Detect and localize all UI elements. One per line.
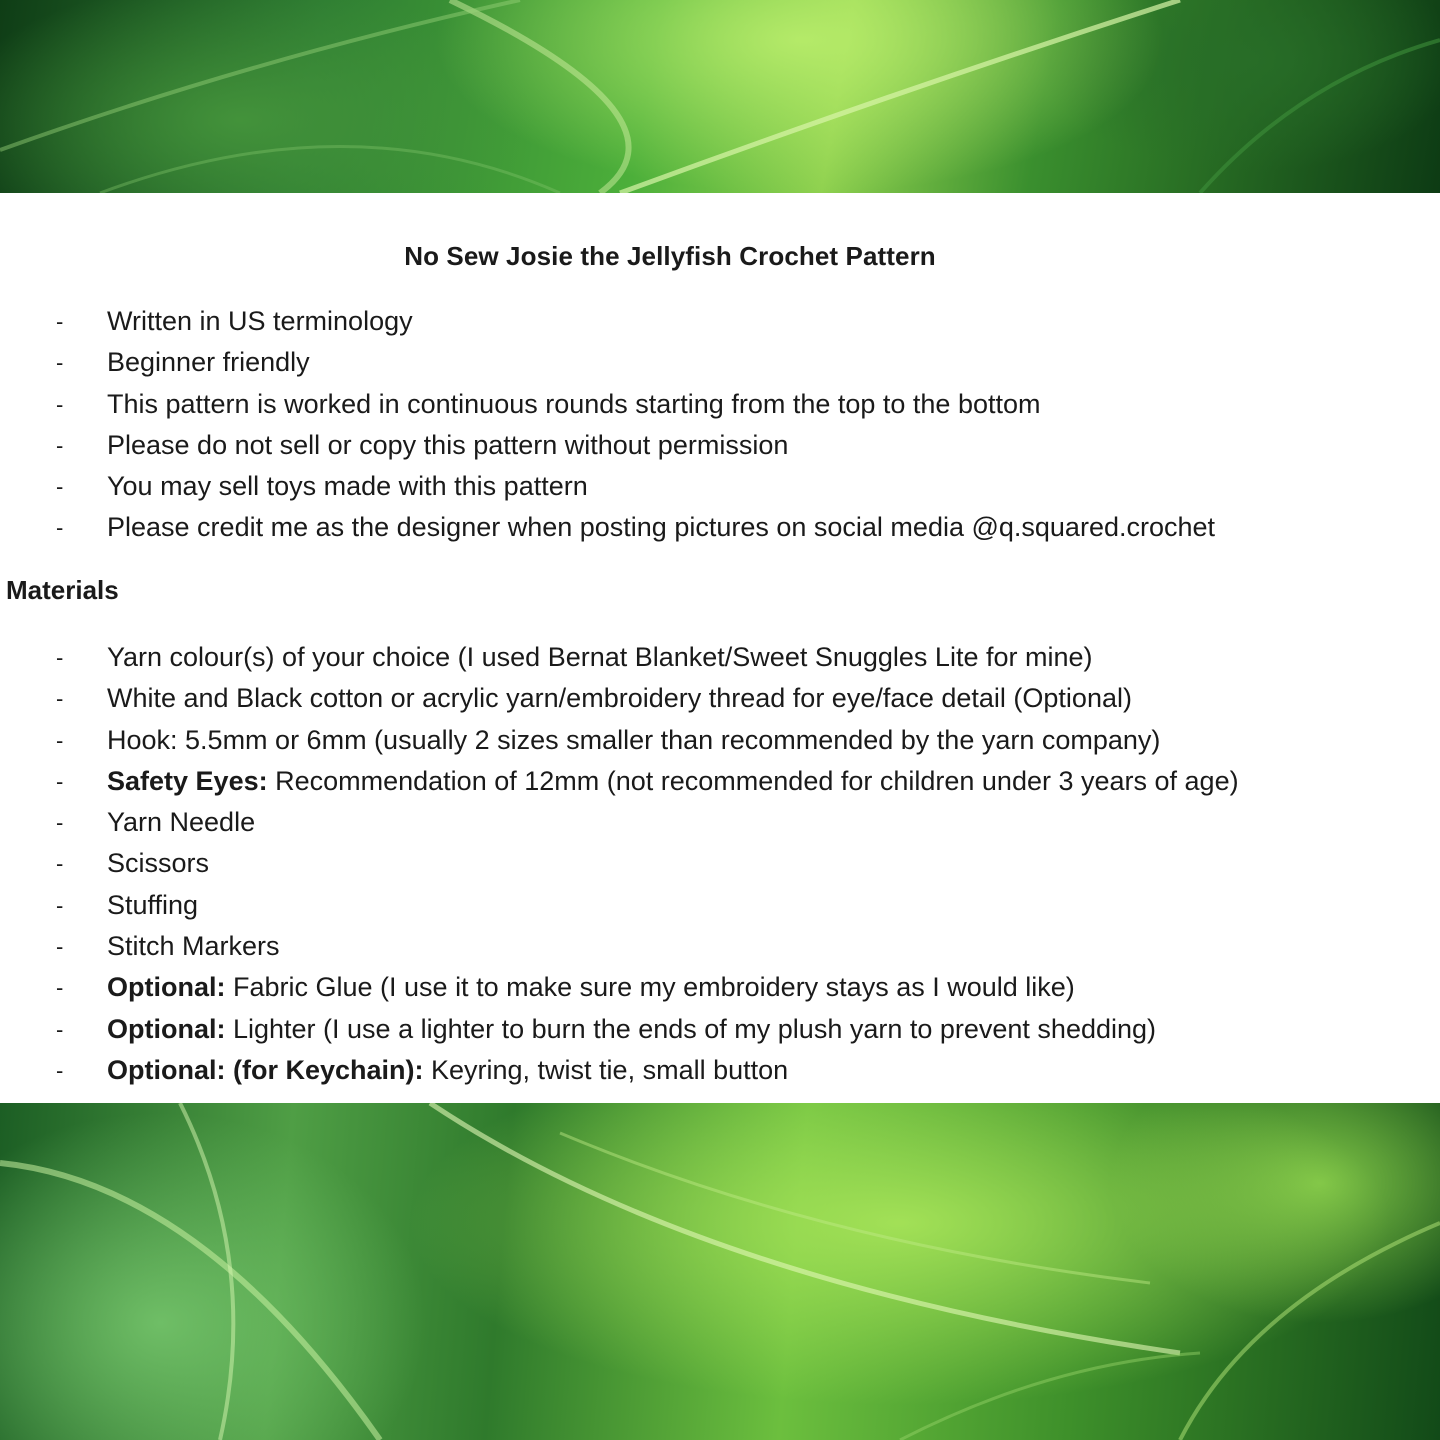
material-item-text: Scissors xyxy=(107,848,210,879)
material-item-text: Yarn colour(s) of your choice (I used Bernat Blanket/Sweet Snuggles Lite for mine) xyxy=(107,642,1093,672)
intro-item-text: Beginner friendly xyxy=(107,347,310,378)
material-item-label: Optional: xyxy=(107,972,226,1003)
bullet-dash: - xyxy=(56,686,64,712)
material-item xyxy=(0,843,1239,884)
leaf-veins-top xyxy=(0,0,1440,193)
bullet-dash: - xyxy=(56,768,64,794)
bullet-dash: - xyxy=(56,727,64,753)
bullet-dash: - xyxy=(56,975,64,1001)
bullet-dash: - xyxy=(56,645,64,670)
materials-list xyxy=(0,637,1239,1091)
intro-item xyxy=(0,425,1215,466)
material-item xyxy=(0,1050,1239,1091)
material-item xyxy=(0,637,1239,678)
material-item-text: White and Black cotton or acrylic yarn/embroidery thread for eye/face detail (Optional) xyxy=(107,683,1132,714)
bullet-dash: - xyxy=(56,892,64,918)
material-item-text: Recommendation of 12mm (not recommended for children under 3 years of age) xyxy=(267,765,1239,796)
material-item xyxy=(0,761,1239,802)
bullet-dash: - xyxy=(56,391,64,417)
material-item-label: Optional: (for Keychain): xyxy=(107,1054,424,1085)
bullet-dash: - xyxy=(56,934,64,960)
bullet-dash: - xyxy=(56,1016,64,1042)
material-item xyxy=(0,967,1239,1008)
material-item-text: Stuffing xyxy=(107,889,199,920)
bullet-dash: - xyxy=(56,515,64,541)
material-item-label: Safety Eyes: xyxy=(107,765,268,796)
intro-item xyxy=(0,507,1215,548)
bullet-dash: - xyxy=(56,1057,64,1083)
material-item-text: Yarn Needle xyxy=(107,807,256,838)
material-item xyxy=(0,802,1239,843)
pattern-document xyxy=(0,193,1440,1103)
material-item xyxy=(0,678,1239,719)
leaf-photo-top xyxy=(0,0,1440,193)
leaf-photo-bottom xyxy=(0,1103,1440,1440)
materials-heading: Materials xyxy=(6,575,119,605)
material-item-label: Optional: xyxy=(107,1013,226,1044)
intro-item xyxy=(0,301,1215,342)
material-item xyxy=(0,720,1239,761)
bullet-dash: - xyxy=(56,810,64,836)
bullet-dash: - xyxy=(56,432,64,458)
material-item-text: Lighter (I use a lighter to burn the ends of my plush yarn to prevent shedding) xyxy=(225,1013,1157,1044)
intro-item-text: Written in US terminology xyxy=(107,306,413,336)
material-item-text: Fabric Glue (I use it to make sure my embroidery stays as I would like) xyxy=(225,972,1075,1003)
material-item xyxy=(0,1009,1239,1050)
intro-list xyxy=(0,301,1215,549)
bullet-dash: - xyxy=(56,474,64,500)
bullet-dash: - xyxy=(56,309,64,334)
leaf-veins-bottom xyxy=(0,1103,1440,1440)
material-item-text: Keyring, twist tie, small button xyxy=(423,1054,789,1085)
pattern-title: No Sew Josie the Jellyfish Crochet Pattern xyxy=(404,241,936,271)
intro-item-text: You may sell toys made with this pattern xyxy=(107,471,588,502)
intro-item xyxy=(0,342,1215,383)
intro-item-text: This pattern is worked in continuous rounds starting from the top to the bottom xyxy=(107,388,1041,419)
material-item-text: Stitch Markers xyxy=(107,931,280,962)
bullet-dash: - xyxy=(56,851,64,877)
material-item xyxy=(0,885,1239,926)
intro-item xyxy=(0,384,1215,425)
material-item xyxy=(0,926,1239,967)
intro-item-text: Please credit me as the designer when posting pictures on social media @q.squared.crochet xyxy=(107,512,1216,543)
intro-item xyxy=(0,466,1215,507)
bullet-dash: - xyxy=(56,350,64,376)
material-item-text: Hook: 5.5mm or 6mm (usually 2 sizes smaller than recommended by the yarn company) xyxy=(107,724,1161,755)
intro-item-text: Please do not sell or copy this pattern without permission xyxy=(107,429,789,460)
